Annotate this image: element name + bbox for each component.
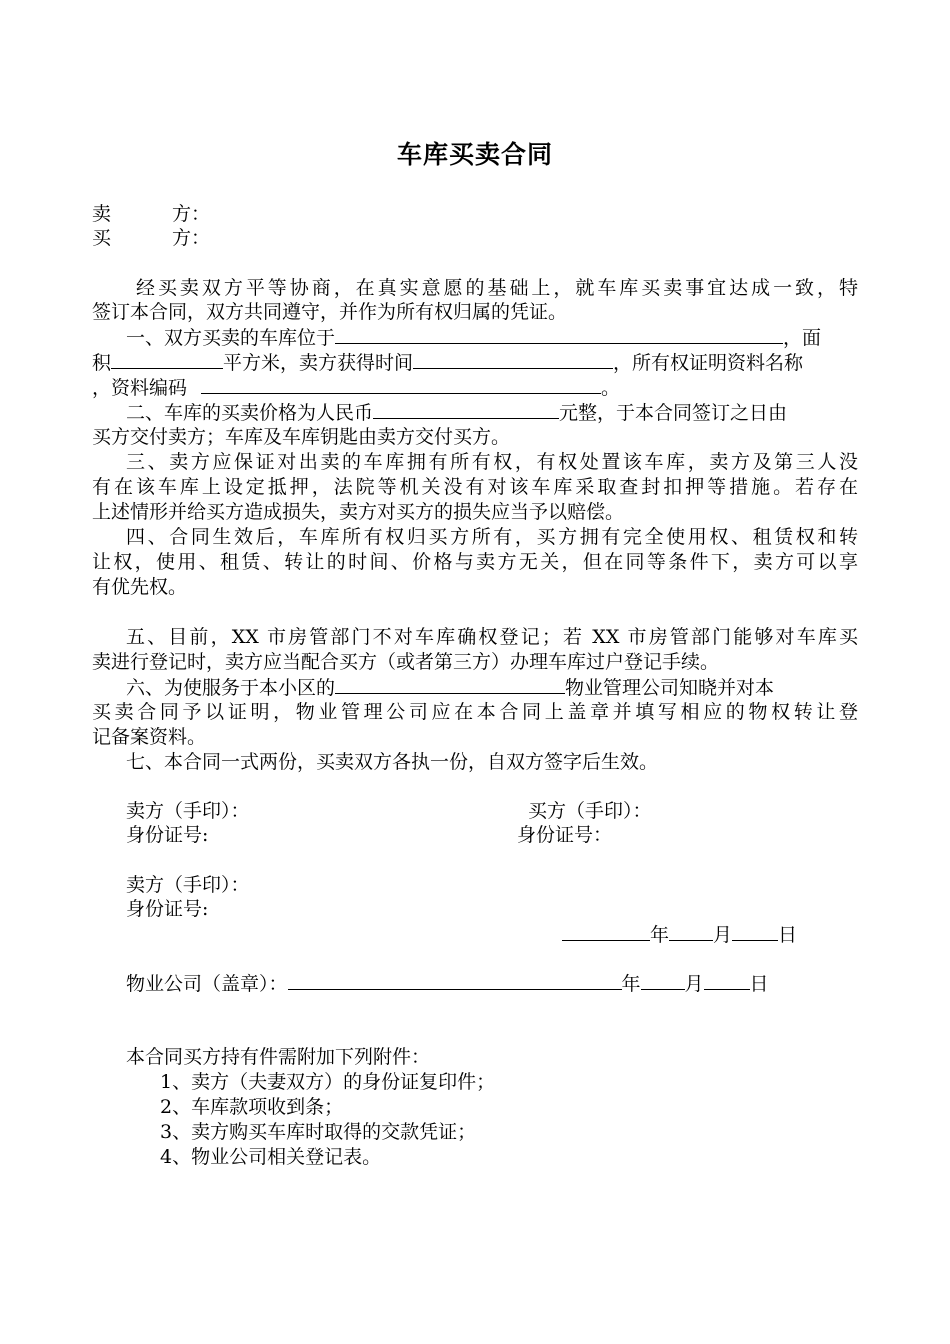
clause-6-line-2: 买卖合同予以证明，物业管理公司应在本合同上盖章并填写相应的物权转让登 xyxy=(92,701,858,723)
clause-6-line-3: 记备案资料。 xyxy=(92,726,207,748)
clause-2-line-1: 二、车库的买卖价格为人民币 元整，于本合同签订之日由 xyxy=(126,402,788,424)
buyer-suffix: 方： xyxy=(172,227,211,249)
attachment-item: 4、物业公司相关登记表。 xyxy=(160,1146,382,1168)
seller-1-id-label: 身份证号: xyxy=(126,824,209,846)
seller-2-sign-label: 卖方（手印）： xyxy=(126,874,250,896)
clause-1-line-1: 一、双方买卖的车库位于 ，面 xyxy=(126,327,822,349)
attachments-heading: 本合同买方持有件需附加下列附件： xyxy=(126,1046,431,1068)
company-day-blank[interactable] xyxy=(704,971,750,990)
clause-2-line-2: 买方交付卖方；车库及车库钥匙由卖方交付买方。 xyxy=(92,426,511,448)
clause-7-line-1: 七、本合同一式两份，买卖双方各执一份，自双方签字后生效。 xyxy=(126,751,659,773)
year-blank[interactable] xyxy=(562,922,650,941)
month-blank[interactable] xyxy=(669,922,713,941)
signing-date: 年 月 日 xyxy=(562,922,797,947)
day-blank[interactable] xyxy=(732,922,778,941)
buyer-sign-label: 买方（手印）： xyxy=(528,800,652,822)
location-blank[interactable] xyxy=(335,325,783,344)
clause-1-line-3: ，资料编码 。 xyxy=(92,377,621,399)
attachment-item: 1、卖方（夫妻双方）的身份证复印件； xyxy=(160,1071,496,1093)
seller-1-sign-label: 卖方（手印）： xyxy=(126,800,250,822)
attachment-item: 2、车库款项收到条； xyxy=(160,1096,344,1118)
buyer-id-label: 身份证号： xyxy=(517,824,613,846)
company-seal-blank[interactable] xyxy=(288,971,622,990)
seller-suffix: 方： xyxy=(172,203,211,225)
area-blank[interactable] xyxy=(111,350,223,369)
clause-5-line-1: 五、目前，XX 市房管部门不对车库确权登记；若 XX 市房管部门能够对车库买 xyxy=(126,626,858,648)
clause-4-line-1: 四、合同生效后，车库所有权归买方所有，买方拥有完全使用权、租赁权和转 xyxy=(126,526,858,548)
price-blank[interactable] xyxy=(373,400,559,419)
property-company-line: 物业公司（盖章）： 年 月 日 xyxy=(126,973,769,995)
property-mgmt-blank[interactable] xyxy=(335,675,565,694)
seller-label: 卖 xyxy=(92,203,112,225)
clause-6-line-1: 六、为使服务于本小区的 物业管理公司知晓并对本 xyxy=(126,677,775,699)
clause-5-line-2: 卖进行登记时，卖方应当配合买方（或者第三方）办理车库过户登记手续。 xyxy=(92,651,720,673)
page-title: 车库买卖合同 xyxy=(396,140,553,169)
intro-line-2: 签订本合同，双方共同遵守，并作为所有权归属的凭证。 xyxy=(92,301,568,323)
clause-3-line-2: 有在该车库上设定抵押，法院等机关没有对该车库采取查封扣押等措施。若存在 xyxy=(92,476,858,498)
clause-1-line-2: 积 平方米，卖方获得时间 ，所有权证明资料名称 xyxy=(92,352,804,374)
doc-code-blank[interactable] xyxy=(201,375,601,394)
clause-4-line-3: 有优先权。 xyxy=(92,576,188,598)
clause-4-line-2: 让权，使用、租赁、转让的时间、价格与卖方无关，但在同等条件下，卖方可以享 xyxy=(92,551,858,573)
company-month-blank[interactable] xyxy=(641,971,685,990)
intro-line-1: 经买卖双方平等协商，在真实意愿的基础上，就车库买卖事宜达成一致，特 xyxy=(136,277,858,299)
seller-party-line xyxy=(92,202,210,226)
seller-2-id-label: 身份证号: xyxy=(126,898,209,920)
buyer-label: 买 xyxy=(92,227,112,249)
clause-3-line-3: 上述情形并给买方造成损失，卖方对买方的损失应当予以赔偿。 xyxy=(92,501,625,523)
attachment-item: 3、卖方购买车库时取得的交款凭证； xyxy=(160,1121,477,1143)
clause-3-line-1: 三、卖方应保证对出卖的车库拥有所有权，有权处置该车库，卖方及第三人没 xyxy=(126,451,858,473)
acquire-time-blank[interactable] xyxy=(413,350,613,369)
buyer-party-line xyxy=(92,226,210,250)
